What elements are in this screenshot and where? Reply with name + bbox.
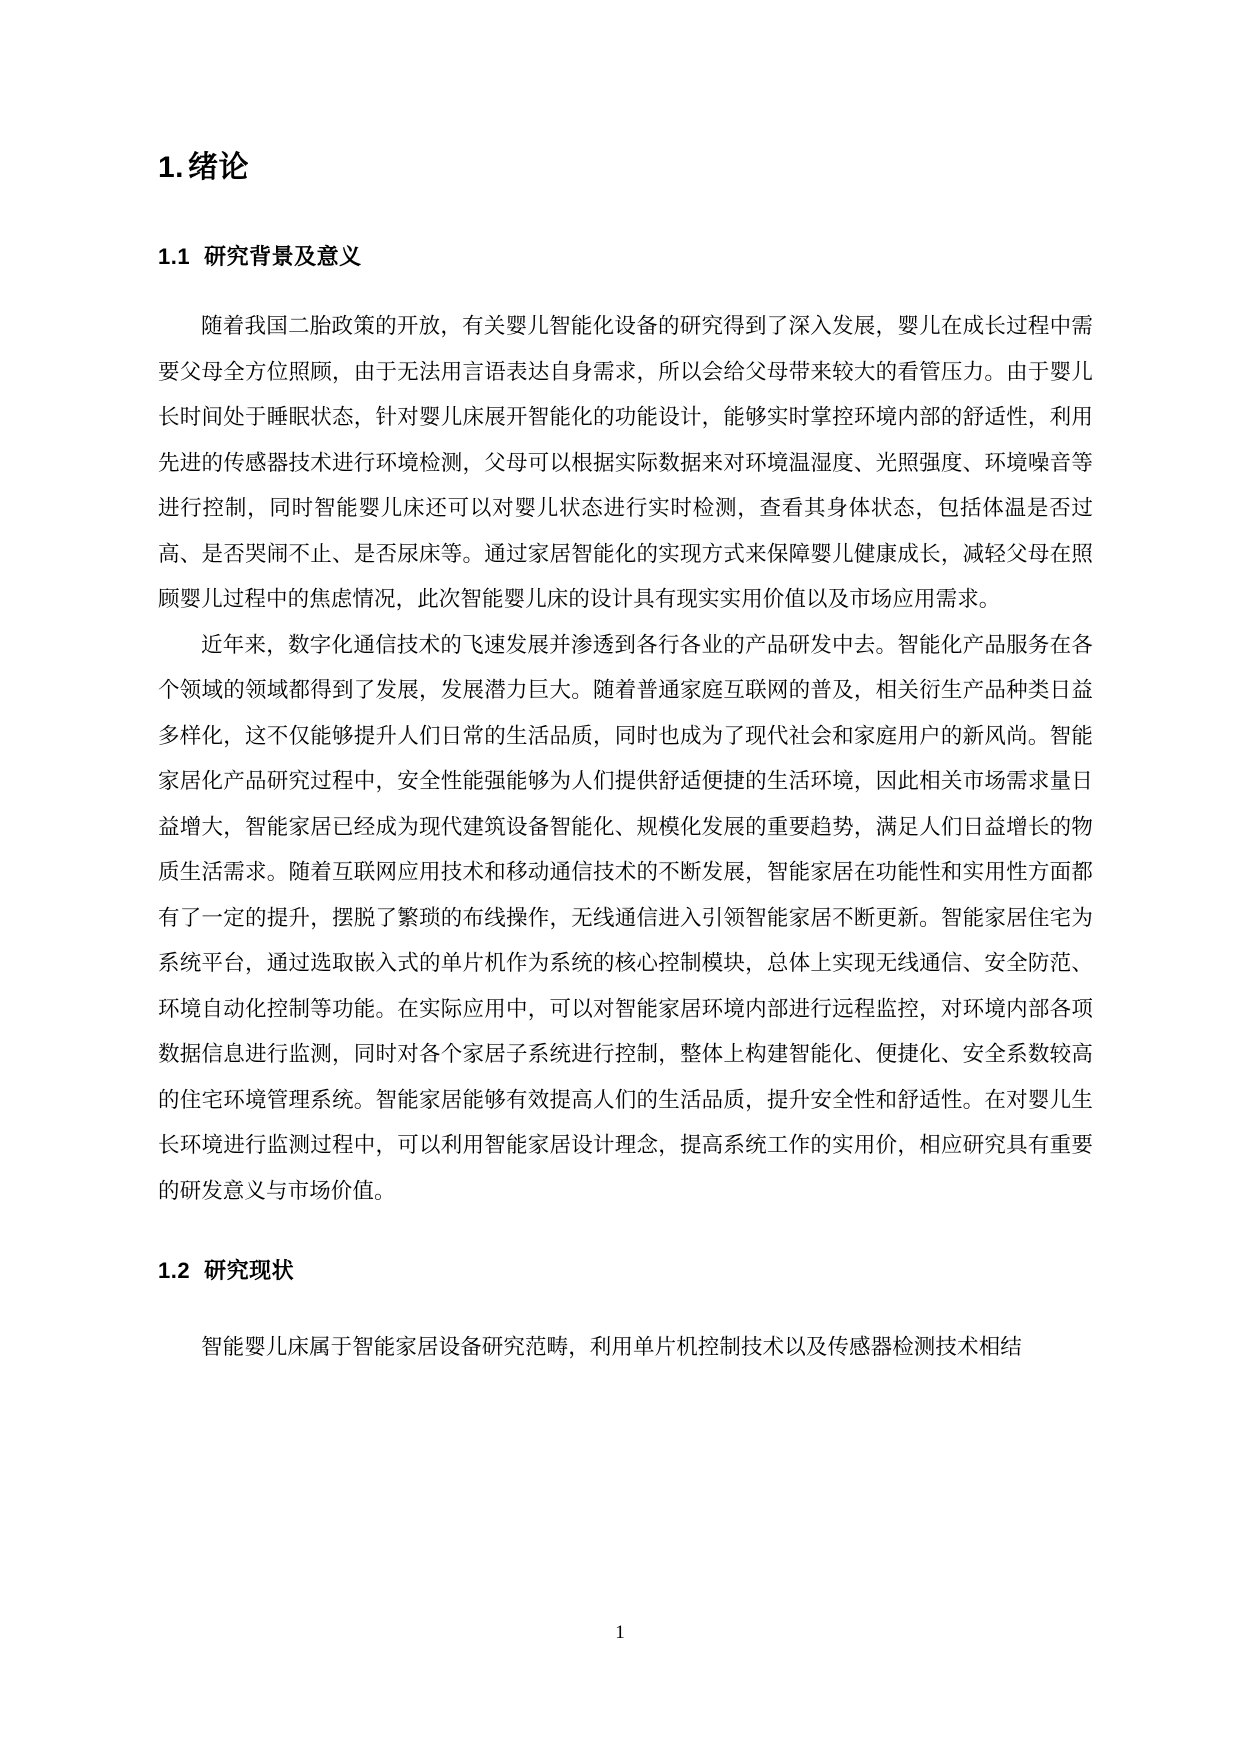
- page-content: [158, 150, 1093, 1370]
- section-title-1-2: 研究现状: [204, 1258, 295, 1284]
- section-number-1-1: 1.1: [158, 244, 191, 269]
- section-heading-1-2: [158, 1258, 1093, 1284]
- section-number-1-2: 1.2: [158, 1258, 191, 1284]
- chapter-title: 绪论: [188, 151, 250, 184]
- section-title-1-1: 研究背景及意义: [204, 244, 362, 269]
- paragraph: 智能婴儿床属于智能家居设备研究范畴，利用单片机控制技术以及传感器检测技术相结: [201, 1334, 1022, 1359]
- page-number: 1: [615, 1622, 625, 1643]
- paragraph: 随着我国二胎政策的开放，有关婴儿智能化设备的研究得到了深入发展，婴儿在成长过程中需要父母全方位照顾，由于无法用言语表达自身需求，所以会给父母带来较大的看管压力。由于婴儿长时间处于睡眠状态，针对婴儿床展开智能化的功能设计，能够实时掌控环境内部的舒适性，利用先进的传感器技术进行环境检测，父母可以根据实际数据来对环境温湿度、光照强度、环境噪音等进行控制，同时智能婴儿床还可以对婴儿状态进行实时检测，查看其身体状态，包括体温是否过高、是否哭闹不止、是否尿床等。通过家居智能化的实现方式来保障婴儿健康成长，减轻父母在照顾婴儿过程中的焦虑情况，此次智能婴儿床的设计具有现实实用价值以及市场应用需求。: [158, 314, 1093, 612]
- section-heading-1-1: [158, 244, 1093, 270]
- chapter-number: 1.: [158, 151, 185, 184]
- chapter-heading: [158, 150, 1093, 186]
- paragraph: 近年来，数字化通信技术的飞速发展并渗透到各行各业的产品研发中去。智能化产品服务在各个领域的领域都得到了发展，发展潜力巨大。随着普通家庭互联网的普及，相关衍生产品种类日益多样化，这不仅能够提升人们日常的生活品质，同时也成为了现代社会和家庭用户的新风尚。智能家居化产品研究过程中，安全性能强能够为人们提供舒适便捷的生活环境，因此相关市场需求量日益增大，智能家居已经成为现代建筑设备智能化、规模化发展的重要趋势，满足人们日益增长的物质生活需求。随着互联网应用技术和移动通信技术的不断发展，智能家居在功能性和实用性方面都有了一定的提升，摆脱了繁琐的布线操作，无线通信进入引领智能家居不断更新。智能家居住宅为系统平台，通过选取嵌入式的单片机作为系统的核心控制模块，总体上实现无线通信、安全防范、环境自动化控制等功能。在实际应用中，可以对智能家居环境内部进行远程监控，对环境内部各项数据信息进行监测，同时对各个家居子系统进行控制，整体上构建智能化、便捷化、安全系数较高的住宅环境管理系统。智能家居能够有效提高人们的生活品质，提升安全性和舒适性。在对婴儿生长环境进行监测过程中，可以利用智能家居设计理念，提高系统工作的实用价，相应研究具有重要的研发意义与市场价值。: [158, 632, 1093, 1203]
